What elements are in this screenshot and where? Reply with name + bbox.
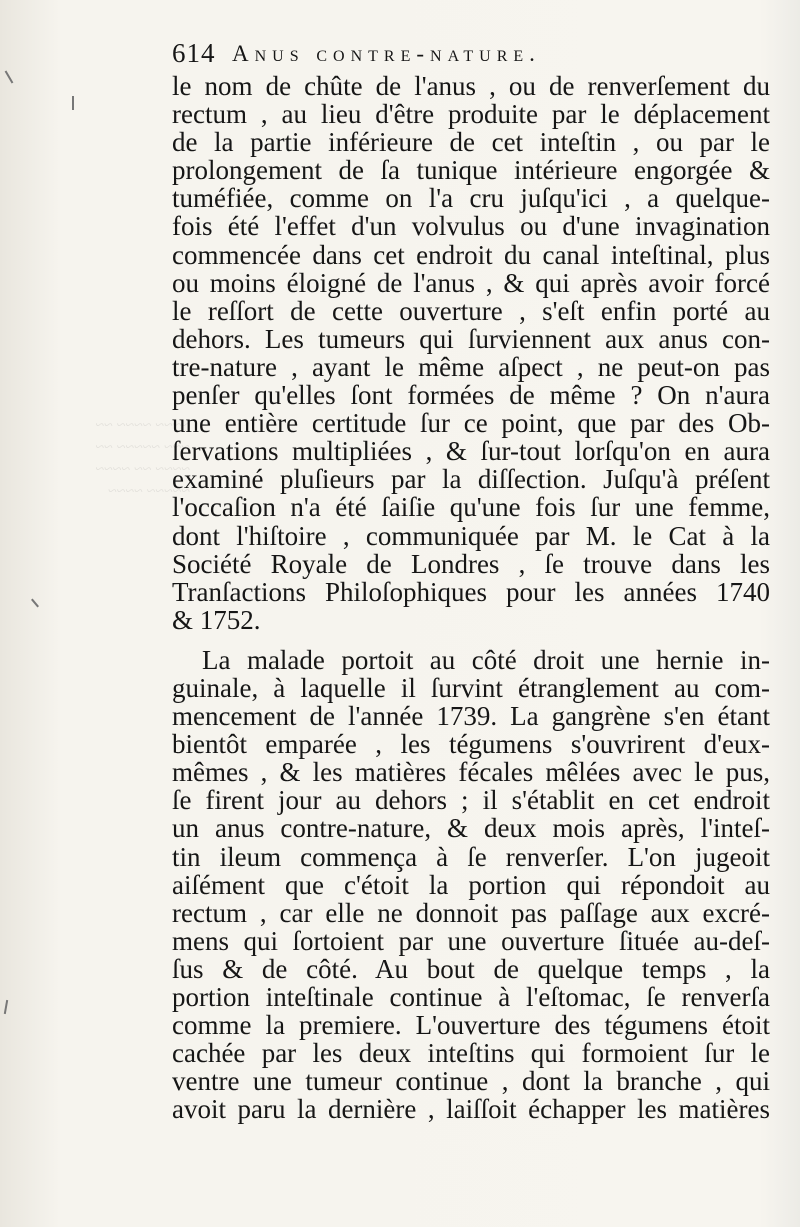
text-line: le reſſort de cette ouverture , s'eſt enfin porté au xyxy=(172,295,770,326)
text-line: Tranſactions Philoſophiques pour les années 1740 xyxy=(172,576,770,607)
text-line: prolongement de ſa tunique intérieure engorgée & xyxy=(172,155,770,186)
text-line: de la partie inférieure de cet inteſtin , ou par le xyxy=(172,127,770,158)
text-line: avoit paru la dernière , laiſſoit échapper les matières xyxy=(172,1094,770,1125)
page-header xyxy=(172,38,772,72)
text-line: dont l'hiſtoire , communiquée par M. le Cat à la xyxy=(172,520,770,551)
body-text xyxy=(172,72,770,1123)
text-line: La malade portoit au côté droit une hernie in- xyxy=(202,644,770,675)
text-line: mêmes , & les matières fécales mêlées avec le pus, xyxy=(172,757,770,788)
margin-mark xyxy=(31,599,39,608)
text-line: dehors. Les tumeurs qui ſurviennent aux anus con- xyxy=(172,323,770,354)
text-line: tre-nature , ayant le même aſpect , ne peut-on pas xyxy=(172,351,770,382)
text-line: guinale, à laquelle il ſurvint étranglement au com- xyxy=(172,672,770,703)
text-line: ſervations multipliées , & ſur-tout lorſqu'on en aura xyxy=(172,436,770,467)
text-line: aiſément que c'étoit la portion qui répondoit au xyxy=(172,869,770,900)
text-line: rectum , au lieu d'être produite par le déplacement xyxy=(172,99,770,130)
text-line: une entière certitude ſur ce point, que par des Ob- xyxy=(172,408,770,439)
paragraph xyxy=(172,72,770,634)
text-line: mens qui ſortoient par une ouverture ſituée au-deſ- xyxy=(172,925,770,956)
text-line: penſer qu'elles ſont formées de même ? On n'aura xyxy=(172,380,770,411)
text-line: fois été l'effet d'un volvulus ou d'une invagination xyxy=(172,211,770,242)
margin-mark xyxy=(4,1000,8,1014)
text-line: cachée par les deux inteſtins qui formoient ſur le xyxy=(172,1038,770,1069)
text-line: Société Royale de Londres , ſe trouve dans les xyxy=(172,548,770,579)
text-line: ſus & de côté. Au bout de quelque temps , la xyxy=(172,953,770,984)
text-line: portion inteſtinale continue à l'eſtomac, ſe renverſa xyxy=(172,982,770,1012)
text-line: examiné pluſieurs par la diſſection. Juſqu'à préſent xyxy=(172,464,770,495)
margin-mark xyxy=(5,70,14,83)
text-line: le nom de chûte de l'anus , ou de renverſement du xyxy=(172,71,770,101)
text-line: l'occaſion n'a été ſaiſie qu'une fois ſur une femme, xyxy=(172,492,770,523)
page-number: 614 xyxy=(172,38,216,68)
running-title: Anus contre-nature. xyxy=(232,41,541,66)
margin-mark xyxy=(72,96,74,110)
text-line: tin ileum commença à ſe renverſer. L'on jugeoit xyxy=(172,841,770,872)
text-line: comme la premiere. L'ouverture des tégumens étoit xyxy=(172,1010,770,1041)
paragraph xyxy=(172,646,770,1124)
text-line: & 1752. xyxy=(172,604,261,635)
text-line: tuméfiée, comme on l'a cru juſqu'ici , a quelque- xyxy=(172,183,770,214)
text-line: commencée dans cet endroit du canal inteſtinal, plus xyxy=(172,239,770,270)
text-line: ventre une tumeur continue , dont la branche , qui xyxy=(172,1066,770,1097)
text-line: rectum , car elle ne donnoit pas paſſage aux excré- xyxy=(172,897,770,928)
show-through-text: ~~~~ ~~~~ ~~ ~~~ ~~~~~ ~~ ~~~~ ~~ ~~~~ ~~~~~ ~~~~ xyxy=(95,417,190,500)
text-line: ſe firent jour au dehors ; il s'établit en cet endroit xyxy=(172,785,770,816)
text-line: mencement de l'année 1739. La gangrène s'en étant xyxy=(172,701,770,732)
text-line: bientôt emparée , les tégumens s'ouvrirent d'eux- xyxy=(172,729,770,760)
text-line: ou moins éloigné de l'anus , & qui après avoir forcé xyxy=(172,267,770,298)
text-line: un anus contre-nature, & deux mois après, l'inteſ- xyxy=(172,813,770,844)
